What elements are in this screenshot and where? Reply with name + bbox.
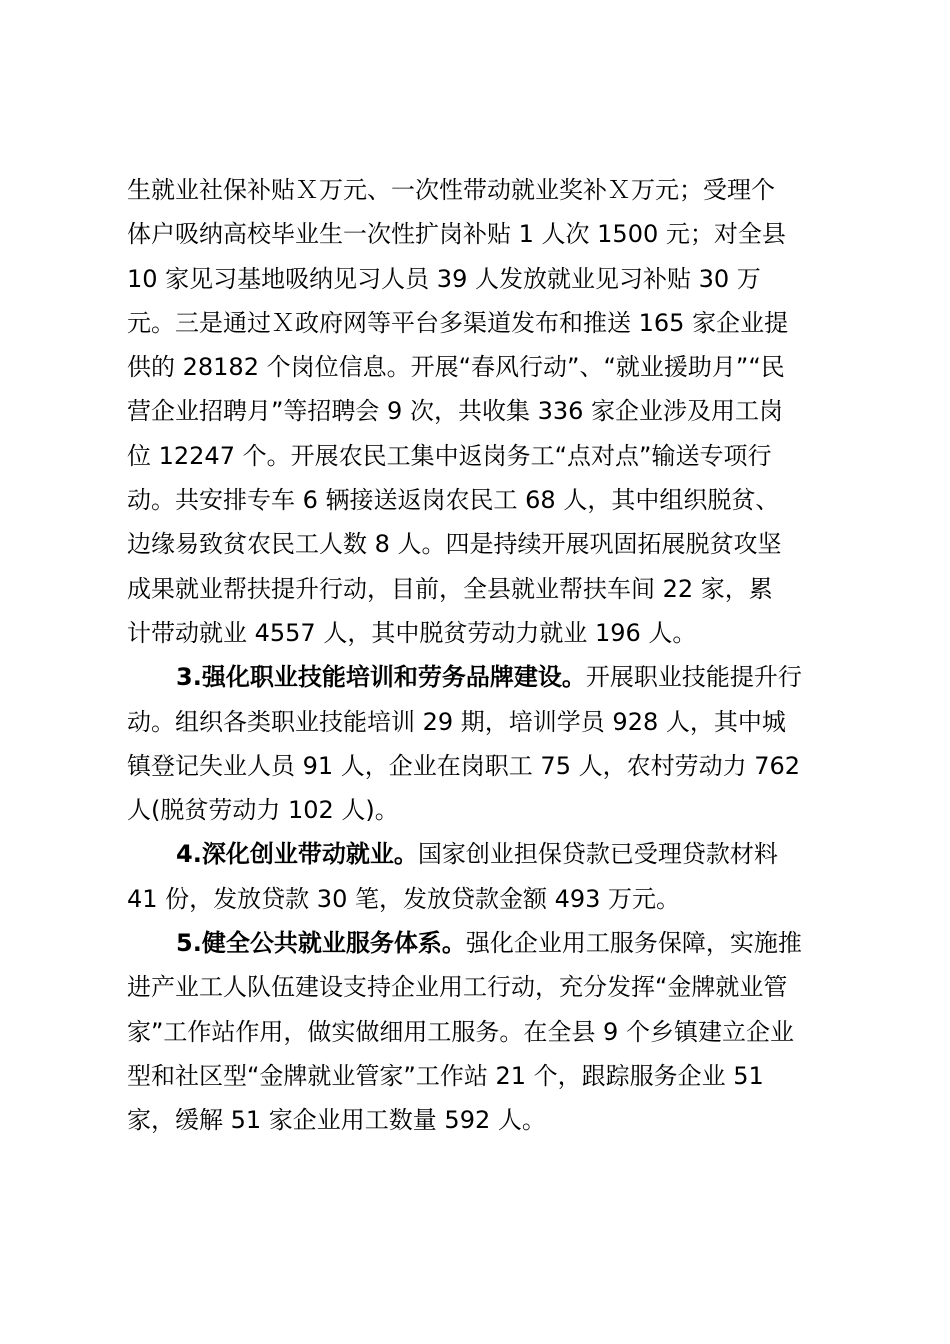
text-line: 10 家见习基地吸纳见习人员 39 人发放就业见习补贴 30 万 [127, 264, 761, 293]
section-4-text: 国家创业担保贷款已受理贷款材料 [417, 840, 778, 869]
text-line: 生就业社保补贴Ｘ万元、一次性带动就业奖补Ｘ万元；受理个 [127, 176, 775, 204]
text-line: 动。组织各类职业技能培训 29 期，培训学员 928 人，其中城 [127, 707, 786, 736]
text-line: 镇登记失业人员 91 人，企业在岗职工 75 人，农村劳动力 762 [127, 751, 801, 780]
text-line: 动。共安排专车 6 辆接送返岗农民工 68 人，其中组织脱贫、 [127, 486, 780, 515]
section-3-heading: 3.强化职业技能培训和劳务品牌建设。 [176, 663, 586, 692]
body-text [127, 168, 832, 1143]
section-4-first-line [127, 832, 832, 876]
text-line: 元。三是通过Ｘ政府网等平台多渠道发布和推送 165 家企业提 [127, 308, 789, 337]
text-line: 家”工作站作用，做实做细用工服务。在全县 9 个乡镇建立企业 [127, 1017, 794, 1046]
text-line: 位 12247 个。开展农民工集中返岗务工“点对点”输送专项行 [127, 441, 772, 470]
text-line: 人(脱贫劳动力 102 人)。 [127, 796, 399, 825]
text-line: 型和社区型“金牌就业管家”工作站 21 个，跟踪服务企业 51 [127, 1061, 764, 1090]
section-3-first-line [127, 655, 832, 699]
text-line: 41 份，发放贷款 30 笔，发放贷款金额 493 万元。 [127, 884, 681, 913]
section-3-text: 开展职业技能提升行 [585, 663, 802, 692]
text-line: 家，缓解 51 家企业用工数量 592 人。 [127, 1106, 546, 1135]
text-line: 营企业招聘月”等招聘会 9 次，共收集 336 家企业涉及用工岗 [127, 397, 784, 426]
text-line: 成果就业帮扶提升行动，目前，全县就业帮扶车间 22 家，累 [127, 574, 773, 603]
text-line: 边缘易致贫农民工人数 8 人。四是持续开展巩固拓展脱贫攻坚 [127, 530, 782, 559]
text-line: 计带动就业 4557 人，其中脱贫劳动力就业 196 人。 [127, 618, 697, 647]
text-line: 体户吸纳高校毕业生一次性扩岗补贴 1 人次 1500 元；对全县 [127, 220, 786, 249]
section-4-heading: 4.深化创业带动就业。 [176, 840, 418, 869]
text-line: 进产业工人队伍建设支持企业用工行动，充分发挥“金牌就业管 [127, 973, 788, 1002]
text-line: 供的 28182 个岗位信息。开展“春风行动”、“就业援助月”“民 [127, 353, 785, 382]
section-5-text: 强化企业用工服务保障，实施推 [465, 929, 802, 958]
section-5-first-line [127, 921, 832, 965]
section-5-heading: 5.健全公共就业服务体系。 [176, 929, 466, 958]
